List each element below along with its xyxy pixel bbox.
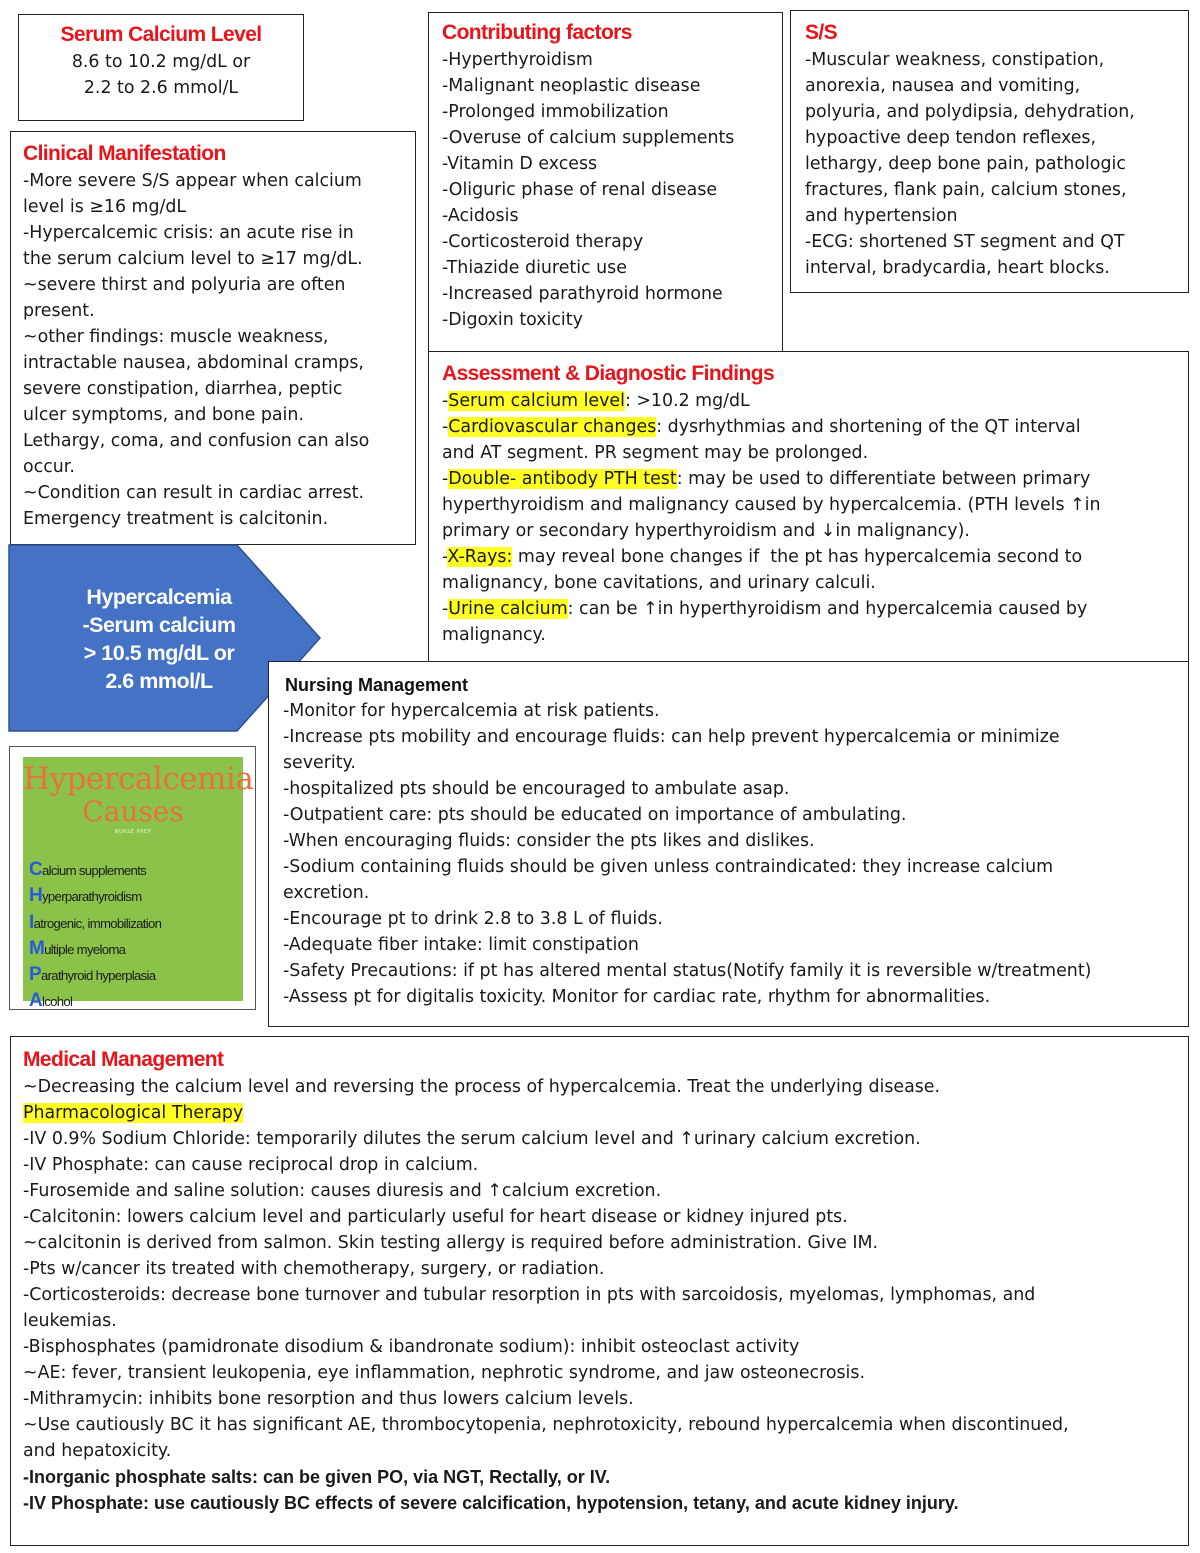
assessment-item: -Double- antibody PTH test: may be used to differentiate between primary [442,469,1091,489]
factor-item: -Digoxin toxicity [442,310,583,330]
assessment-item: -Serum calcium level: >10.2 mg/dL [442,391,750,411]
factor-item: -Acidosis [442,206,519,226]
medical-intro: ~Decreasing the calcium level and reversing the process of hypercalcemia. Treat the underlying disease. [23,1077,941,1097]
medical-line: -IV Phosphate: can cause reciprocal drop in calcium. [23,1155,479,1175]
cause-item: Iatrogenic, immobilization [29,911,162,933]
pharmacological-therapy-heading: Pharmacological Therapy [23,1103,244,1123]
causes-subtitle: Causes [82,795,184,828]
clinical-manifestation-title: Clinical Manifestation [23,142,226,165]
cause-letter: H [29,885,43,907]
arrow-line: Hypercalcemia [86,585,232,609]
medical-bold-line: -Inorganic phosphate salts: can be given PO, via NGT, Rectally, or IV. [23,1467,611,1487]
causes-title: Hypercalcemia [23,761,254,797]
ss-line: hypoactive deep tendon reflexes, [805,128,1097,148]
clinical-line: occur. [23,457,75,477]
arrow-line: -Serum calcium [82,613,236,637]
contributing-factors-title: Contributing factors [442,21,632,44]
clinical-line: severe constipation, diarrhea, peptic [23,379,343,399]
nursing-line: -Adequate fiber intake: limit constipation [283,935,639,955]
assessment-item: -Cardiovascular changes: dysrhythmias and shortening of the QT interval [442,417,1081,437]
nursing-line: -Sodium containing fluids should be given unless contraindicated: they increase calcium [283,857,1054,877]
cause-letter: A [29,990,43,1012]
nursing-line: excretion. [283,883,370,903]
medical-line: -Mithramycin: inhibits bone resorption and thus lowers calcium levels. [23,1389,634,1409]
nursing-line: severity. [283,753,356,773]
cause-letter: P [29,964,41,986]
clinical-line: -More severe S/S appear when calcium [23,171,362,191]
ss-line: interval, bradycardia, heart blocks. [805,258,1110,278]
factor-item: -Prolonged immobilization [442,102,669,122]
nursing-line: -Outpatient care: pts should be educated on importance of ambulating. [283,805,907,825]
medical-management-box [10,1036,1189,1546]
ss-line: lethargy, deep bone pain, pathologic [805,154,1126,174]
clinical-line: Lethargy, coma, and confusion can also [23,431,370,451]
assessment-title: Assessment & Diagnostic Findings [442,362,775,385]
medical-line: and hepatoxicity. [23,1441,172,1461]
cause-letter: C [29,859,43,880]
medical-line: -IV 0.9% Sodium Chloride: temporarily dilutes the serum calcium level and ↑urinary calcium excretion. [23,1129,921,1149]
highlighted-term: X-Rays: [447,547,513,567]
medical-line: ~Use cautiously BC it has significant AE, thrombocytopenia, nephrotoxicity, rebound hypercalcemia when discontinued, [23,1415,1069,1435]
serum-calcium-box [18,14,304,121]
nursing-line: -Monitor for hypercalcemia at risk patients. [283,701,660,721]
nursing-management-title: Nursing Management [285,675,469,695]
clinical-line: ~Condition can result in cardiac arrest. [23,483,365,503]
factor-item: -Overuse of calcium supplements [442,128,735,148]
arrow-line: > 10.5 mg/dL or [83,641,235,665]
factor-item: -Increased parathyroid hormone [442,284,723,304]
factor-item: -Hyperthyroidism [442,50,593,70]
causes-image-frame [9,746,256,1010]
medical-management-title: Medical Management [23,1048,224,1071]
clinical-manifestation-box [10,131,416,545]
medical-line: ~AE: fever, transient leukopenia, eye inflammation, nephrotic syndrome, and jaw osteonecrosis. [23,1363,865,1383]
nursing-line: -Safety Precautions: if pt has altered mental status(Notify family it is reversible w/treatment) [283,961,1092,981]
medical-bold-line: -IV Phosphate: use cautiously BC effects of severe calcification, hypotension, tetany, and acute kidney injury. [23,1493,959,1513]
nursing-line: -hospitalized pts should be encouraged to ambulate asap. [283,779,790,799]
nursing-line: -Encourage pt to drink 2.8 to 3.8 L of fluids. [283,909,663,929]
cause-letter: I [29,911,34,933]
medical-line: -Pts w/cancer its treated with chemotherapy, surgery, or radiation. [23,1259,605,1279]
cause-item: Multiple myeloma [29,937,126,959]
signs-symptoms-title: S/S [805,21,838,44]
clinical-line: ~other findings: muscle weakness, [23,327,329,347]
assessment-item: -Urine calcium: can be ↑in hyperthyroidism and hypercalcemia caused by [442,599,1088,619]
contributing-factors-box [428,12,783,352]
clinical-line: ~severe thirst and polyuria are often [23,275,346,295]
medical-line: -Furosemide and saline solution: causes diuresis and ↑calcium excretion. [23,1181,662,1201]
cause-item: Hyperparathyroidism [29,885,142,907]
factor-item: -Malignant neoplastic disease [442,76,701,96]
nursing-line: -Assess pt for digitalis toxicity. Monitor for cardiac rate, rhythm for abnormalities. [283,987,991,1007]
arrow-line: 2.6 mmol/L [105,669,213,693]
clinical-line: present. [23,301,95,321]
causes-brand: NURSE PREP [114,829,152,835]
nursing-line: -Increase pts mobility and encourage fluids: can help prevent hypercalcemia or minimize [283,727,1060,747]
medical-line: ~calcitonin is derived from salmon. Skin testing allergy is required before administration. Give IM. [23,1233,878,1253]
factor-item: -Oliguric phase of renal disease [442,180,718,200]
assessment-item-cont: hyperthyroidism and malignancy caused by hypercalcemia. (PTH levels ↑in [442,495,1101,515]
ss-line: -Muscular weakness, constipation, [805,50,1105,70]
clinical-line: level is ≥16 mg/dL [23,197,187,217]
nursing-management-box [268,661,1189,1027]
clinical-line: intractable nausea, abdominal cramps, [23,353,364,373]
serum-calcium-line: 8.6 to 10.2 mg/dL or [71,52,251,72]
medical-line: -Bisphosphates (pamidronate disodium & ibandronate sodium): inhibit osteoclast activity [23,1337,800,1357]
clinical-line: the serum calcium level to ≥17 mg/dL. [23,249,363,269]
assessment-box [428,351,1189,663]
nursing-line: -When encouraging fluids: consider the pts likes and dislikes. [283,831,815,851]
signs-symptoms-box [790,10,1189,293]
assessment-item: -X-Rays: may reveal bone changes if the pt has hypercalcemia second to [442,547,1083,567]
medical-line: leukemias. [23,1311,117,1331]
ss-line: fractures, flank pain, calcium stones, [805,180,1127,200]
serum-calcium-title: Serum Calcium Level [60,23,262,46]
serum-calcium-line: 2.2 to 2.6 mmol/L [83,78,239,98]
highlighted-term: Double- antibody PTH test [448,469,677,489]
medical-line: -Calcitonin: lowers calcium level and particularly useful for heart disease or kidney injured pts. [23,1207,848,1227]
clinical-line: ulcer symptoms, and bone pain. [23,405,304,425]
clinical-line: -Hypercalcemic crisis: an acute rise in [23,223,354,243]
assessment-item-cont: malignancy. [442,625,546,645]
medical-line: -Corticosteroids: decrease bone turnover and tubular resorption in pts with sarcoidosis, myelomas, lymphomas, and [23,1285,1036,1305]
causes-image [23,757,254,1012]
ss-line: -ECG: shortened ST segment and QT [805,232,1125,252]
cause-item: Parathyroid hyperplasia [29,964,156,986]
highlighted-term: Urine calcium [448,599,568,619]
cause-item: Calcium supplements [29,859,146,880]
ss-line: polyuria, and polydipsia, dehydration, [805,102,1135,122]
cause-item: Alcohol [29,990,73,1012]
cause-letter: M [29,937,45,959]
highlighted-term: Serum calcium level [448,391,625,411]
clinical-line: Emergency treatment is calcitonin. [23,509,329,529]
medical-subhead [23,1100,1188,1126]
factor-item: -Corticosteroid therapy [442,232,644,252]
highlighted-term: Cardiovascular changes [448,417,657,437]
assessment-item-cont: malignancy, bone cavitations, and urinary calculi. [442,573,876,593]
ss-line: anorexia, nausea and vomiting, [805,76,1081,96]
factor-item: -Vitamin D excess [442,154,598,174]
assessment-item-cont: primary or secondary hyperthyroidism and ↓in malignancy). [442,521,970,541]
assessment-item-cont: and AT segment. PR segment may be prolonged. [442,443,869,463]
factor-item: -Thiazide diuretic use [442,258,627,278]
ss-line: and hypertension [805,206,958,226]
